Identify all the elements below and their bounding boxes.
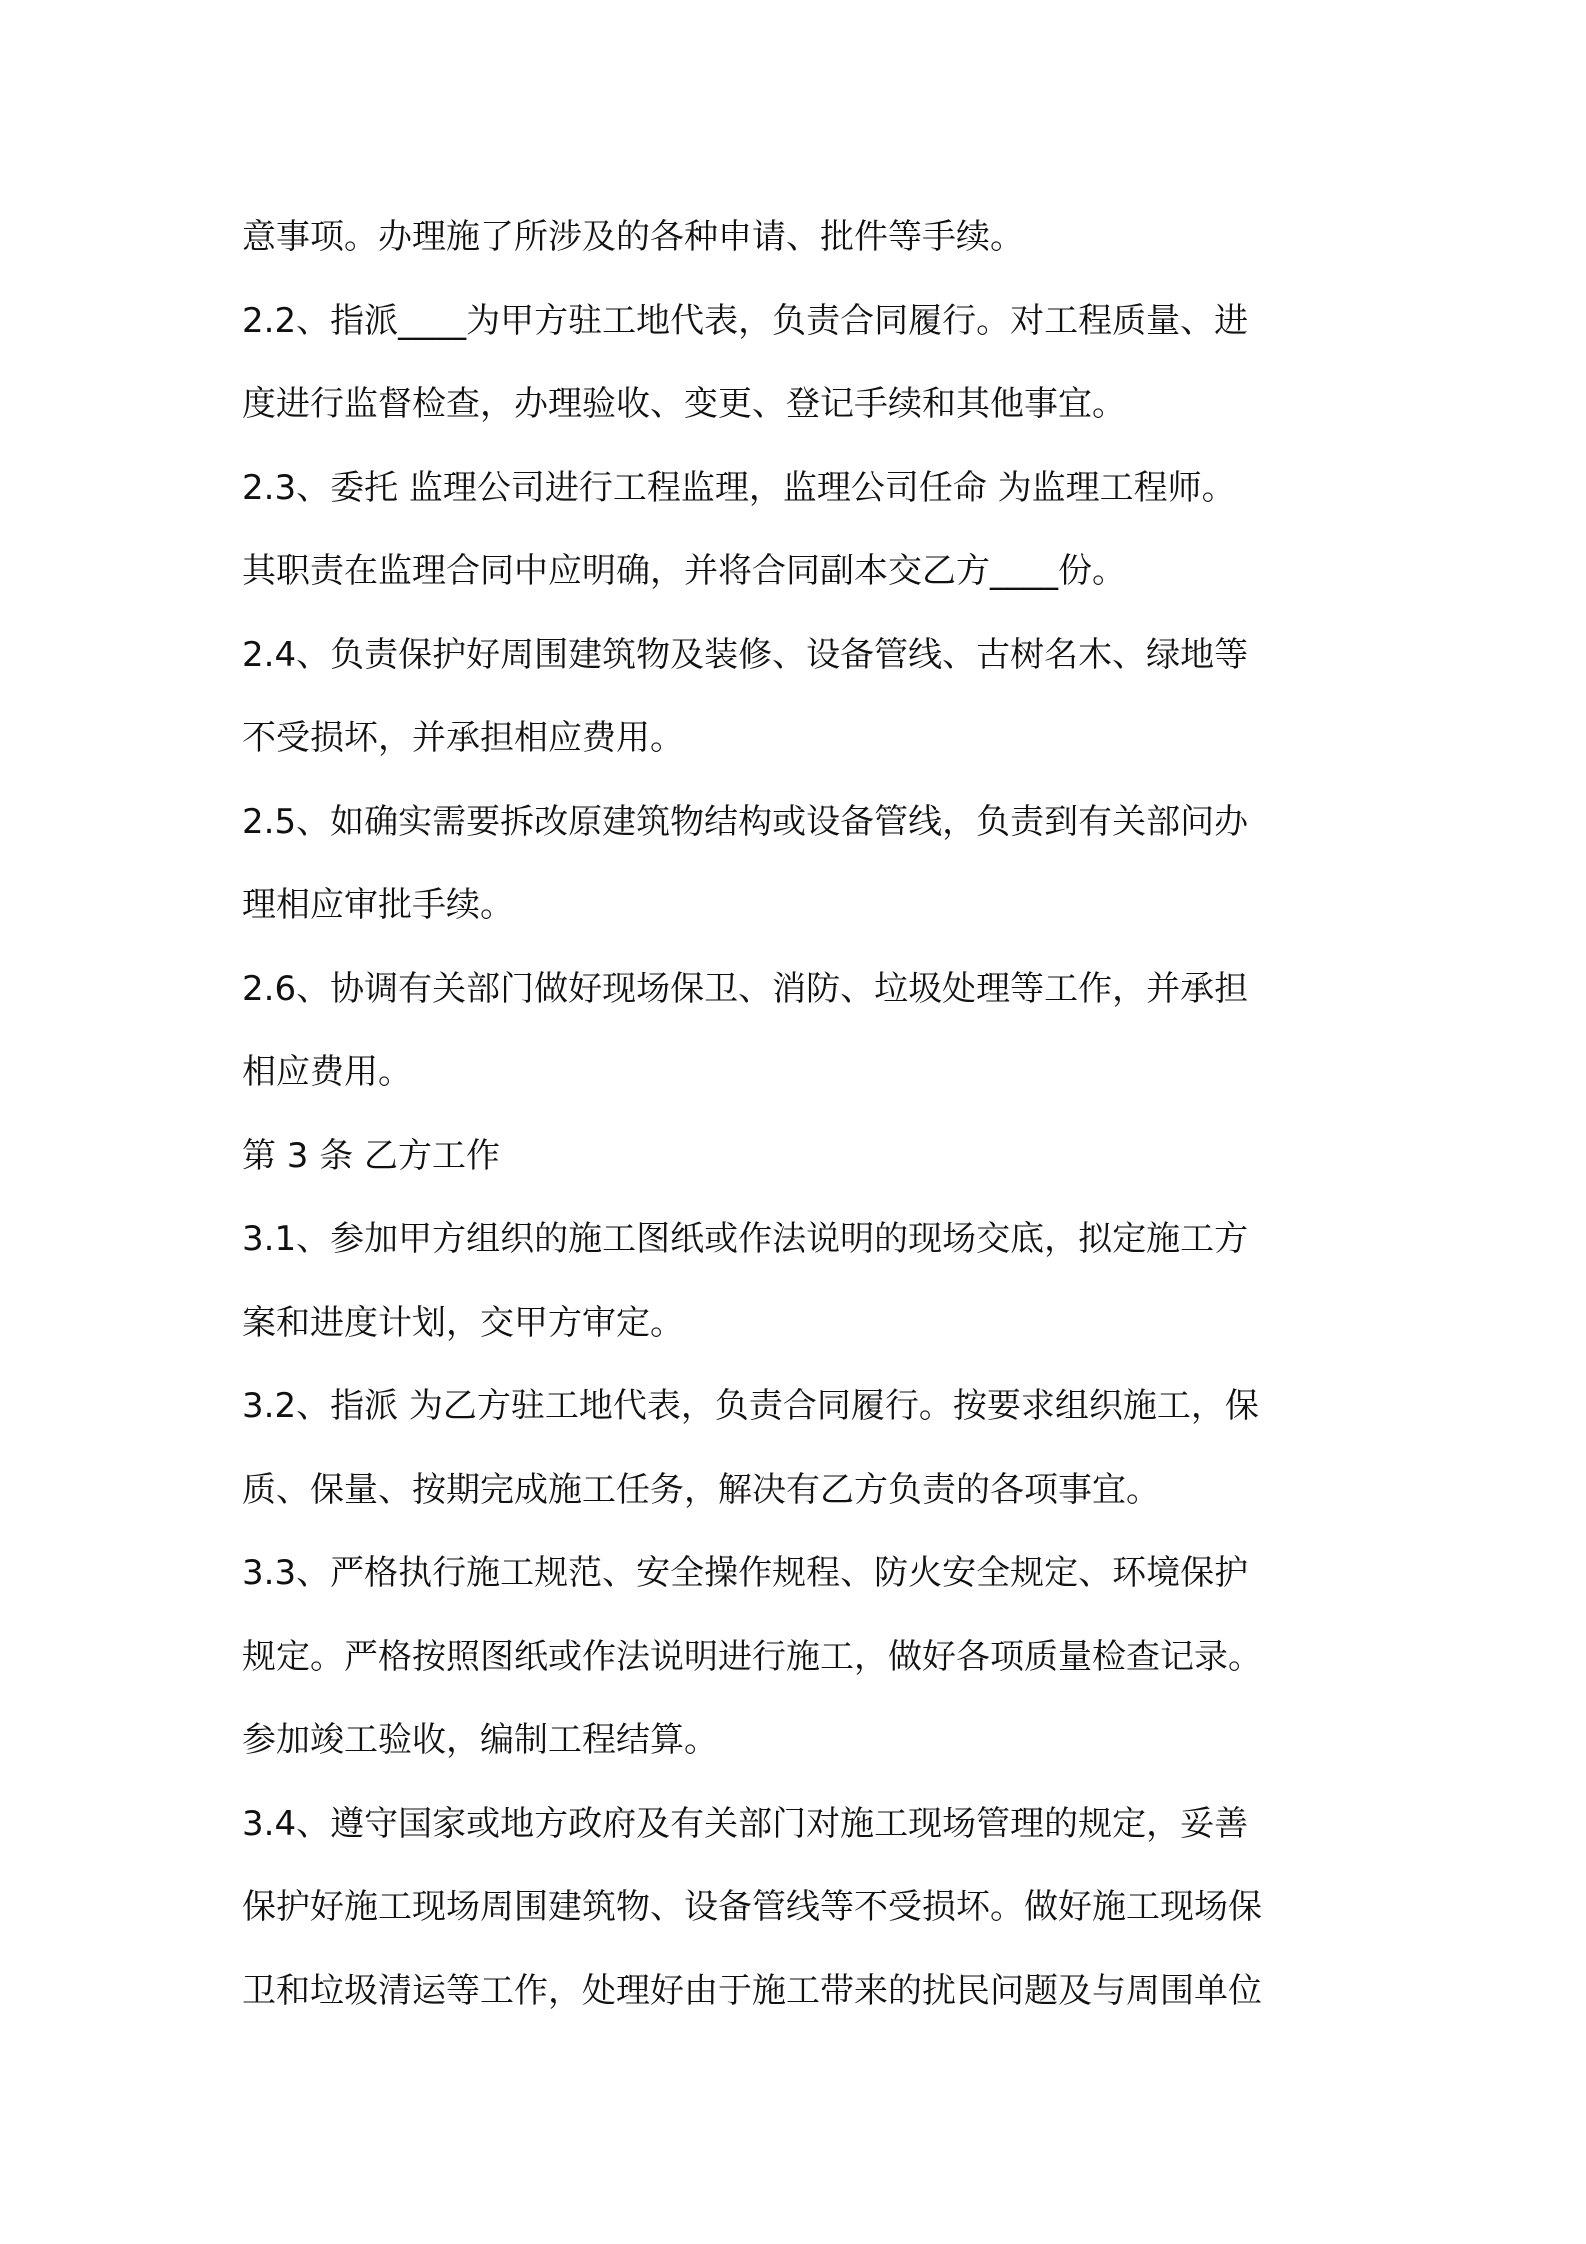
text-line: 3.4、遵守国家或地方政府及有关部门对施工现场管理的规定，妥善 [242, 1803, 1249, 1844]
text-line: 3.3、严格执行施工规范、安全操作规程、防火安全规定、环境保护 [242, 1553, 1249, 1593]
text-line: 规定。严格按照图纸或作法说明进行施工，做好各项质量检查记录。 [242, 1636, 1262, 1677]
text-line: 相应费用。 [242, 1052, 412, 1092]
text-line: 2.5、如确实需要拆改原建筑物结构或设备管线，负责到有关部问办 [242, 801, 1249, 842]
text-line: 2.4、负责保护好周围建筑物及装修、设备管线、古树名木、绿地等 [242, 634, 1249, 675]
text-line: 度进行监督检查，办理验收、变更、登记手续和其他事宜。 [242, 384, 1126, 424]
text-line: 参加竣工验收，编制工程结算。 [242, 1720, 718, 1760]
text-line: 2.6、协调有关部门做好现场保卫、消防、垃圾处理等工作，并承担 [242, 968, 1249, 1009]
text-line: 不受损坏，并承担相应费用。 [242, 718, 684, 758]
text-line: 保护好施工现场周围建筑物、设备管线等不受损坏。做好施工现场保 [242, 1887, 1262, 1927]
text-line: 质、保量、按期完成施工任务，解决有乙方负责的各项事宜。 [242, 1469, 1160, 1510]
text-line: 卫和垃圾清运等工作，处理好由于施工带来的扰民问题及与周围单位 [242, 1970, 1262, 2011]
section-heading: 第 3 条 乙方工作 [242, 1135, 501, 1176]
text-line: 3.1、参加甲方组织的施工图纸或作法说明的现场交底，拟定施工方 [242, 1219, 1249, 1259]
text-line: 意事项。办理施了所涉及的各种申请、批件等手续。 [242, 217, 1024, 257]
text-line: 3.2、指派 为乙方驻工地代表，负责合同履行。按要求组织施工，保 [242, 1386, 1259, 1426]
contract-text-body [242, 196, 1362, 2033]
text-line: 案和进度计划，交甲方审定。 [242, 1302, 684, 1343]
text-line: 理相应审批手续。 [242, 885, 514, 925]
text-line: 其职责在监理合同中应明确，并将合同副本交乙方____份。 [242, 551, 1126, 591]
text-line: 2.3、委托 监理公司进行工程监理，监理公司任命 为监理工程师。 [242, 467, 1236, 508]
text-line: 2.2、指派____为甲方驻工地代表，负责合同履行。对工程质量、进 [242, 300, 1249, 341]
